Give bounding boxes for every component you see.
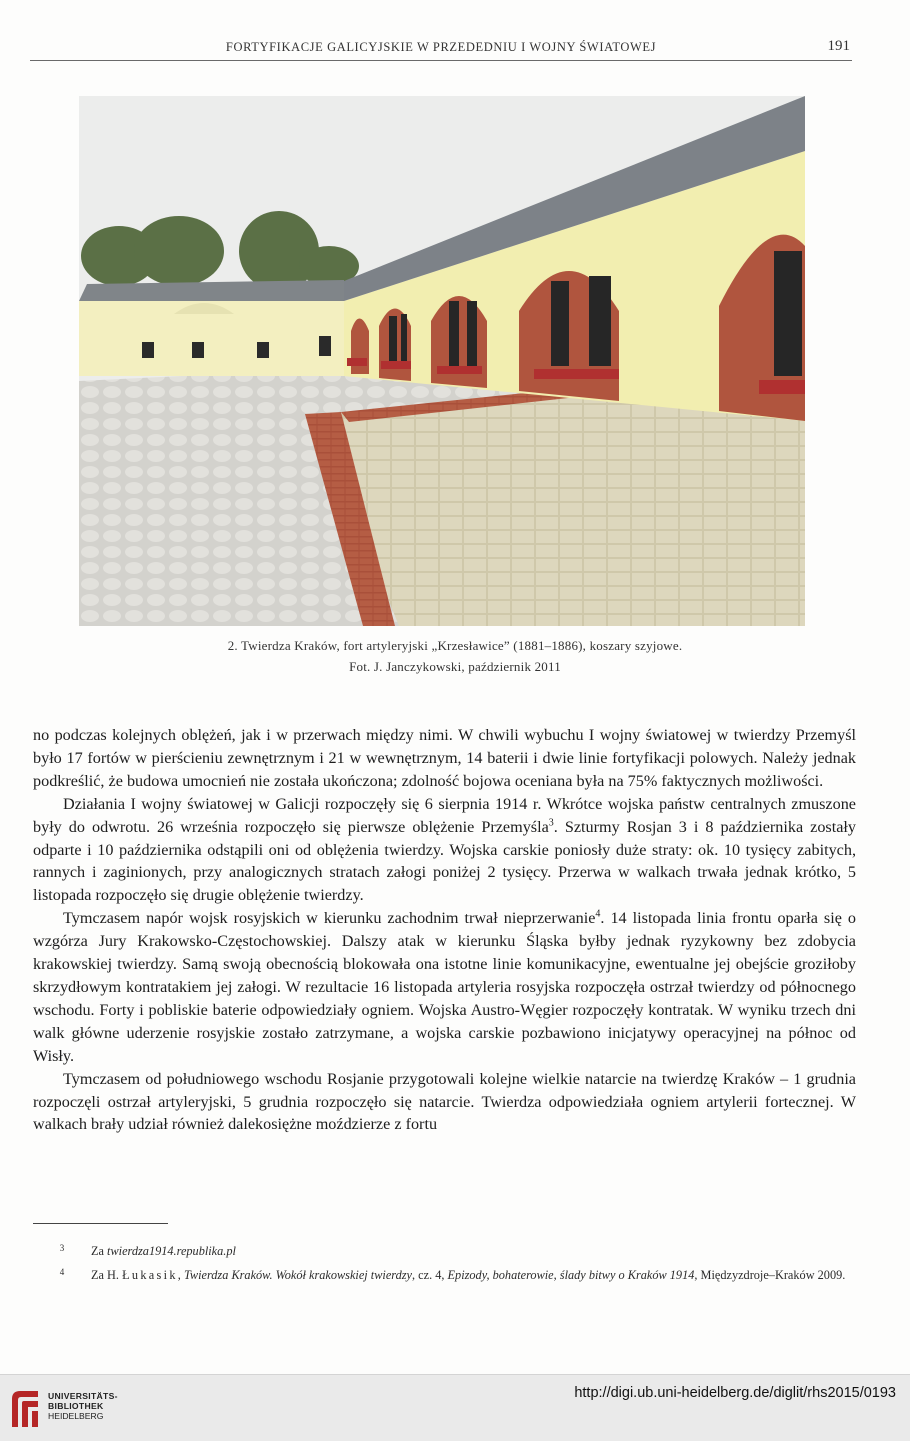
footnote-author: Łukasik xyxy=(122,1268,178,1282)
footnote-ref[interactable]: 4 xyxy=(595,908,601,920)
document-url-link[interactable]: http://digi.ub.uni-heidelberg.de/diglit/rhs2015/0193 xyxy=(574,1385,896,1401)
figure-caption: 2. Twierdza Kraków, fort artyleryjski „Krzesławice” (1881–1886), koszary szyjowe. xyxy=(227,638,683,653)
footnote-number: 4 xyxy=(59,1267,65,1277)
footnote-text: , cz. 4, xyxy=(412,1268,448,1282)
page-number: 191 xyxy=(827,38,850,54)
footnote-title: Twierdza Kraków. Wokół krakowskiej twierdzy xyxy=(183,1268,413,1282)
footnote-4 xyxy=(33,1264,856,1284)
fort-barracks-photo xyxy=(79,96,805,626)
library-name[interactable] xyxy=(48,1391,118,1421)
paragraph: Tymczasem od południowego wschodu Rosjanie przygotowali kolejne wielkie natarcie na twierdzę Kraków – 1 grudnia rozpoczęli ostrzał artyleryjski, 5 grudnia rozpoczęło się natarcie. Twierdza odpowiedziała ogniem artylerii fortecznej. W walkach brały udział również dalekosiężne moździerze z fortu xyxy=(33,1069,856,1134)
paragraph-text: Działania I wojny światowej w Galicji rozpoczęły się 6 sierpnia 1914 r. Wkrótce wojska państw centralnych zmuszone były do odwrotu. 26 września rozpoczęło się pierwsze oblężenie Przemyśla xyxy=(33,794,856,836)
footnotes xyxy=(33,1240,856,1288)
library-line: UNIVERSITÄTS- xyxy=(48,1391,118,1401)
footnote-text: Za xyxy=(91,1244,108,1258)
footnote-text: , Międzyzdroje–Kraków 2009. xyxy=(694,1268,846,1282)
library-line: HEIDELBERG xyxy=(48,1411,104,1421)
footnote-text: , xyxy=(177,1268,184,1282)
paragraph: no podczas kolejnych oblężeń, jak i w przerwach między nimi. W chwili wybuchu I wojny światowej w twierdzy Przemyśl było 17 fortów w pierścieniu zewnętrznym i 21 w wewnętrznym, 14 baterii i dwie linie fortyfikacji polowych. Należy jednak podkreślić, że budowa umocnień nie została ukończona; zdolność bojowa oceniana była na 75% faktycznych możliwości. xyxy=(33,726,856,790)
paragraph-text: . Szturmy Rosjan 3 i 8 października zostały odparte i 10 października odstąpili oni od oblężenia twierdzy. Wojska carskie poniosły duże straty: ok. 10 tysięcy zabitych, rannych i zaginionych, przy analogicznych stratach załogi poniżej 2 tysięcy. Przerwa w walkach trwała jednak krótko, 5 listopada rozpoczęło się drugie oblężenie twierdzy. xyxy=(33,817,857,905)
footnote-rule xyxy=(33,1223,168,1224)
footnote-text: Za H. xyxy=(91,1268,123,1282)
body-text xyxy=(33,724,856,1136)
library-logo-icon xyxy=(8,1389,42,1429)
footnote-number: 3 xyxy=(59,1243,65,1253)
library-line: BIBLIOTHEK xyxy=(48,1401,104,1411)
running-header xyxy=(30,38,852,61)
footnote-source: twierdza1914.republika.pl xyxy=(107,1244,236,1258)
footnote-subtitle: Epizody, bohaterowie, ślady bitwy o Kraków 1914 xyxy=(447,1268,695,1282)
paragraph-text: . 14 listopada linia frontu oparła się o wzgórza Jury Krakowsko-Częstochowskiej. Dalszy atak w kierunku Śląska byłby jednak ryzykowny bez zdobycia krakowskiej twierdzy. Samą swoją obecnością blokowała ona istotne linie komunikacyjne, ewentualne jej obejście groziłoby skrzydłowym kontratakiem jej załogi. W rezultacie 16 listopada artyleria rosyjska rozpoczęła ostrzał twierdzy od północnego wschodu. Forty i pobliskie baterie odpowiedziały ogniem. Wojska Austro-Węgier rozpoczęły kontratak. W wyniku trzech dni walk główne uderzenie rosyjskie zostało zatrzymane, a wojska carskie pozbawiono inicjatywy operacyjnej na północ od Wisły. xyxy=(33,909,856,1065)
footnote-ref[interactable]: 3 xyxy=(548,817,554,829)
library-footer xyxy=(0,1374,910,1441)
paragraph xyxy=(33,907,856,1067)
paragraph-text: Tymczasem napór wojsk rosyjskich w kierunku zachodnim trwał nieprzerwanie xyxy=(63,909,596,928)
photo-credit: Fot. J. Janczykowski, październik 2011 xyxy=(349,659,561,674)
paragraph xyxy=(33,793,856,908)
footnote-3 xyxy=(33,1240,856,1260)
running-title: FORTYFIKACJE GALICYJSKIE W PRZEDEDNIU I WOJNY ŚWIATOWEJ xyxy=(225,40,657,54)
